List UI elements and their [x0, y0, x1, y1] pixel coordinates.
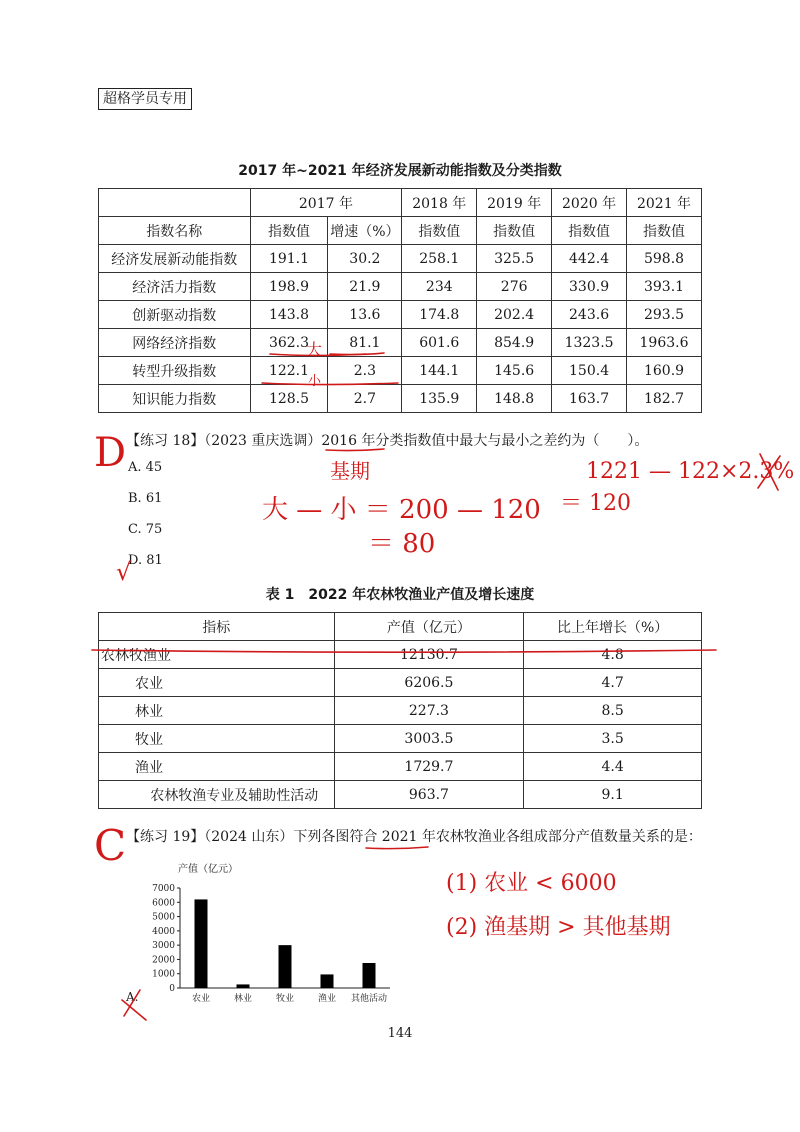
underline-2021: [366, 847, 428, 849]
calc-line-2: ＝ 80: [368, 529, 436, 559]
table-cell: 1729.7: [334, 753, 524, 781]
page-number: 144: [387, 1026, 413, 1041]
underline-max-rate: [330, 353, 384, 355]
table1-header-cell: 2021 年: [627, 189, 702, 217]
table-cell: 农林牧渔业: [99, 641, 335, 669]
table-cell: 276: [477, 273, 552, 301]
table-cell: 12130.7: [334, 641, 524, 669]
note-big: 大: [306, 340, 323, 359]
table1-title: 2017 年~2021 年经济发展新动能指数及分类指数: [238, 163, 562, 179]
table-cell: 牧业: [99, 725, 335, 753]
cross-option-a: [122, 990, 146, 1020]
table-cell: 198.9: [250, 273, 328, 301]
table1-header-cell: 2018 年: [402, 189, 477, 217]
table-cell: 81.1: [328, 329, 402, 357]
table-cell: 243.6: [552, 301, 627, 329]
table-cell: 经济发展新动能指数: [99, 245, 251, 273]
table-cell: 144.1: [402, 357, 477, 385]
table-cell: 293.5: [627, 301, 702, 329]
stamp: 超格学员专用: [98, 88, 192, 110]
table2-header-cell: 比上年增长（%）: [524, 613, 702, 641]
table-cell: 4.8: [524, 641, 702, 669]
table-cell: 330.9: [552, 273, 627, 301]
chart-y-tick-label: 3000: [152, 941, 175, 952]
table-cell: 122.1: [250, 357, 328, 385]
table1-header-cell: 指数值: [627, 217, 702, 245]
note-small: 小: [308, 374, 322, 389]
table-cell: 3003.5: [334, 725, 524, 753]
answer-19: C: [94, 821, 127, 870]
table-cell: 农业: [99, 669, 335, 697]
table-cell: 1963.6: [627, 329, 702, 357]
chart-y-tick-label: 7000: [152, 884, 175, 894]
note-1: (1) 农业 < 6000: [446, 871, 617, 896]
answer-18: D: [94, 430, 127, 476]
chart-x-tick-label: 林业: [233, 994, 253, 1004]
table-cell: 农林牧渔专业及辅助性活动: [99, 781, 335, 809]
chart-y-tick-label: 6000: [152, 898, 175, 909]
chart-y-tick-label: 4000: [152, 926, 175, 937]
table-cell: 4.4: [524, 753, 702, 781]
table-cell: 202.4: [477, 301, 552, 329]
table-cell: 4.7: [524, 669, 702, 697]
table1-header-cell: 2017 年: [250, 189, 402, 217]
table-cell: 135.9: [402, 385, 477, 413]
chart-x-tick-label: 农业: [191, 994, 211, 1004]
underline-2016: [326, 449, 384, 451]
chart-x-tick-label: 渔业: [317, 994, 337, 1004]
table-cell: 163.7: [552, 385, 627, 413]
chart-ylabel: 产值（亿元）: [178, 864, 238, 875]
table-cell: 林业: [99, 697, 335, 725]
table-cell: 1323.5: [552, 329, 627, 357]
table-cell: 渔业: [99, 753, 335, 781]
table-cell: 598.8: [627, 245, 702, 273]
chart-x-tick-label: 其他活动: [350, 994, 388, 1004]
q19-text: 【练习 19】（2024 山东）下列各图符合 2021 年农林牧渔业各组成部分产值数量关系的是：: [126, 829, 702, 845]
table-cell: 21.9: [328, 273, 402, 301]
table-cell: 30.2: [328, 245, 402, 273]
table-cell: 234: [402, 273, 477, 301]
table-cell: 258.1: [402, 245, 477, 273]
table1-header-cell: 2019 年: [477, 189, 552, 217]
chart-x-tick-label: 牧业: [275, 994, 295, 1004]
table-cell: 经济活力指数: [99, 273, 251, 301]
table-cell: 148.8: [477, 385, 552, 413]
table-cell: 2.3: [328, 357, 402, 385]
check-mark: √: [116, 558, 132, 586]
table-cell: 963.7: [334, 781, 524, 809]
table-cell: 6206.5: [334, 669, 524, 697]
chart-y-tick-label: 2000: [152, 955, 175, 966]
table-cell: 191.1: [250, 245, 328, 273]
table-cell: 362.3: [250, 329, 328, 357]
table1-header-cell: 指数值: [250, 217, 328, 245]
table-cell: 143.8: [250, 301, 328, 329]
table-cell: 160.9: [627, 357, 702, 385]
table-cell: 174.8: [402, 301, 477, 329]
table-cell: 8.5: [524, 697, 702, 725]
table2-header-cell: 指标: [99, 613, 335, 641]
table-cell: 182.7: [627, 385, 702, 413]
table-cell: 3.5: [524, 725, 702, 753]
strike-total-row: [92, 650, 716, 652]
underline-min-row: [262, 383, 398, 385]
table-cell: 854.9: [477, 329, 552, 357]
table-cell: 601.6: [402, 329, 477, 357]
table1-header-cell: 2020 年: [552, 189, 627, 217]
q18-option-a: A. 45: [128, 460, 163, 475]
note-base-period: 基期: [330, 459, 370, 483]
table-cell: 网络经济指数: [99, 329, 251, 357]
table2-header-cell: 产值（亿元）: [334, 613, 524, 641]
table-cell: 325.5: [477, 245, 552, 273]
table1-header-cell: 指数值: [477, 217, 552, 245]
table-cell: 创新驱动指数: [99, 301, 251, 329]
calc-line-3: 1221 — 122×2.3%: [586, 459, 795, 484]
calc-line-4: ＝ 120: [560, 491, 631, 516]
table-cell: 知识能力指数: [99, 385, 251, 413]
table1-header-cell: 指数值: [552, 217, 627, 245]
table-cell: 128.5: [250, 385, 328, 413]
table-cell: 150.4: [552, 357, 627, 385]
table1-header-cell: 增速（%）: [328, 217, 402, 245]
table-cell: 2.7: [328, 385, 402, 413]
table1-header-cell: 指数值: [402, 217, 477, 245]
table-cell: 227.3: [334, 697, 524, 725]
table-cell: 442.4: [552, 245, 627, 273]
note-2: (2) 渔基期 > 其他基期: [446, 915, 671, 940]
q18-option-c: C. 75: [128, 522, 163, 537]
chart-y-tick-label: 5000: [152, 912, 175, 923]
table2-title: 表 1 2022 年农林牧渔业产值及增长速度: [265, 587, 535, 603]
table1-header-cell: 指数名称: [99, 217, 251, 245]
q18-option-d: D. 81: [128, 553, 163, 568]
table-cell: 转型升级指数: [99, 357, 251, 385]
chart-y-tick-label: 1000: [152, 969, 175, 980]
chart-y-tick-label: 0: [169, 984, 175, 994]
q18-text: 【练习 18】（2023 重庆选调）2016 年分类指数值中最大与最小之差约为（ ）。: [126, 433, 649, 449]
q19-option-a: A.: [126, 990, 139, 1004]
table-cell: 393.1: [627, 273, 702, 301]
table-cell: 9.1: [524, 781, 702, 809]
q18-option-b: B. 61: [128, 491, 163, 506]
table-cell: 13.6: [328, 301, 402, 329]
calc-line-1: 大 — 小 ＝ 200 — 120: [262, 495, 541, 525]
table-cell: 145.6: [477, 357, 552, 385]
